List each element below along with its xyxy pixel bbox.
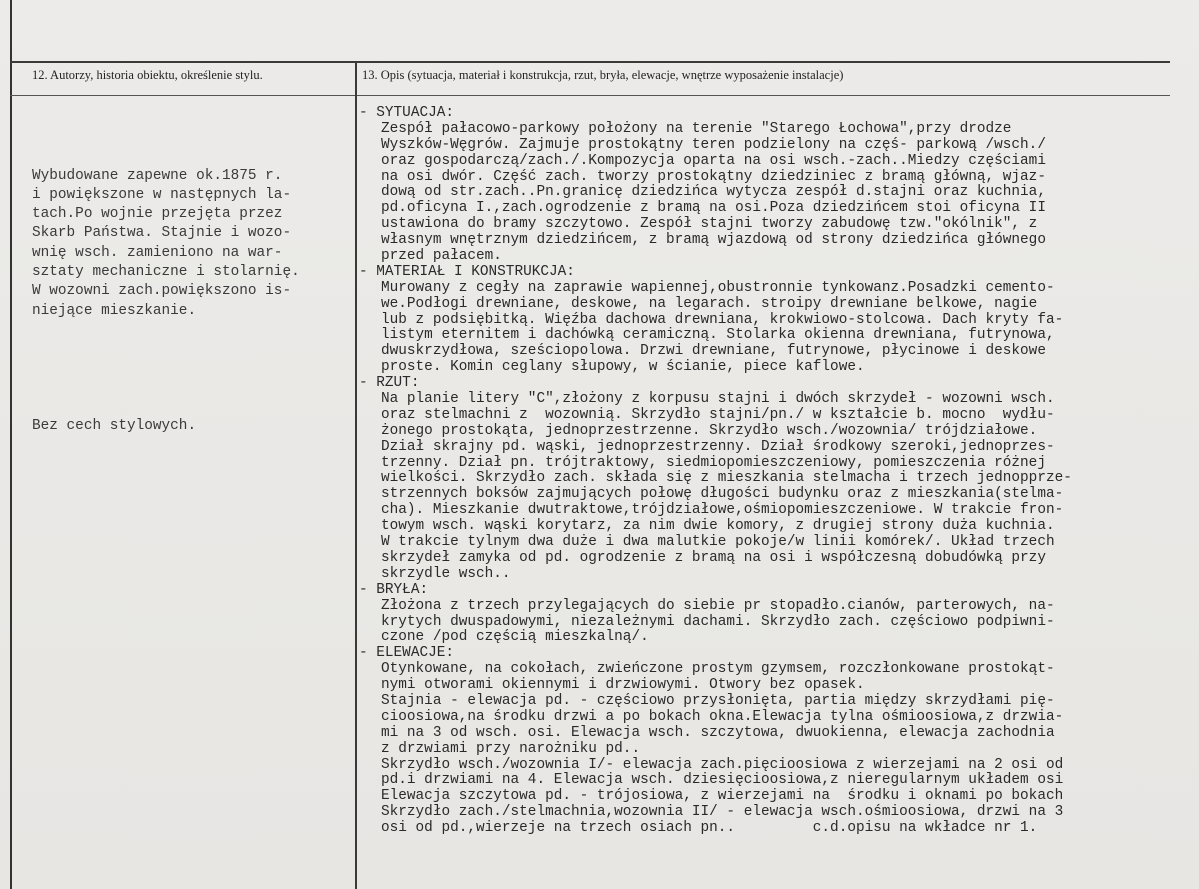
history-line: sztaty mechaniczne i stolarnię. — [32, 264, 300, 281]
description-line: Wyszków-Węgrów. Zajmuje prostokątny teren podzielony na częś- parkową /wsch./ — [381, 136, 1046, 153]
description-line: listym eternitem i dachówką ceramiczną. Stolarka okienna drewniana, futrynowa, — [381, 327, 1055, 344]
description-line: pd.oficyna I.,zach.ogrodzenie z bramą na osi.Poza dziedzińcem stoi oficyna II — [381, 200, 1046, 217]
description-line: czone /pod częścią mieszkalną/. — [381, 629, 649, 646]
description-line: skrzydle wsch.. — [381, 565, 511, 582]
description-line: mi na 3 od wsch. osi. Elewacja wsch. szczytowa, dwuokienna, elewacja zachodnia — [381, 724, 1055, 741]
description-line: cioosiowa,na środku drzwi a po bokach okna.Elewacja tylna ośmioosiowa,z drzwia- — [381, 708, 1064, 725]
style-paragraph: Bez cech stylowych. — [32, 418, 197, 435]
header-col12: 12. Autorzy, historia obiektu, określenie stylu. — [32, 68, 263, 82]
description-line: Na planie litery "C",złożony z korpusu stajni i dwóch skrzydeł - wozowni wsch. — [381, 391, 1055, 408]
right-column-text — [359, 106, 1199, 837]
description-line: Elewacja szczytowa pd. - trójosiowa, z wierzejami na środku i oknami po bokach — [381, 788, 1064, 805]
top-rule — [10, 61, 1170, 63]
history-line: i powiększone w następnych la- — [32, 186, 292, 203]
description-line: dową od str.zach..Pn.granicę dziedzińca wytycza zespół d.stajni oraz kuchnia, — [381, 184, 1046, 201]
description-line: towym wsch. wąski korytarz, za nim dwie komory, z drugiej strony duża kuchnia. — [381, 518, 1055, 535]
description-line: Skrzydło wsch./wozownia I/- elewacja zach.pięcioosiowa z wierzejami na 2 osi od — [381, 756, 1064, 773]
description-line: krytych dwuspadowymi, niezależnymi dachami. Skrzydło zach. częściowo podpiwni- — [381, 613, 1055, 630]
header-rule — [10, 95, 1170, 96]
description-line: dwuskrzydłowa, sześciopolowa. Drzwi drewniane, futrynowe, płycinowe i deskowe — [381, 343, 1046, 360]
description-line: Skrzydło zach./stelmachnia,wozownia II/ - elewacja wsch.ośmioosiowa, drzwi na 3 — [381, 804, 1064, 821]
description-line: Złożona z trzech przylegających do siebie pr stopadło.cianów, parterowych, na- — [381, 597, 1055, 614]
description-line: lub z podsiębitką. Więźba dachowa drewniana, krokwiowo-stolcowa. Dach kryty fa- — [381, 311, 1064, 328]
section-heading: - MATERIAŁ I KONSTRUKCJA: — [359, 263, 575, 280]
history-line: tach.Po wojnie przejęta przez — [32, 206, 283, 223]
description-line: Zespół pałacowo-parkowy położony na terenie "Starego Łochowa",przy drodze — [381, 120, 1012, 137]
left-column-text — [32, 128, 352, 475]
description-line: trzenny. Dział pn. trójtraktowy, siedmiopomieszczeniowy, pomieszczenia różnej — [381, 454, 1046, 471]
description-line: oraz stelmachni z wozownią. Skrzydło stajni/pn./ w kształcie b. mocno wydłu- — [381, 406, 1055, 423]
history-line: Wybudowane zapewne ok.1875 r. — [32, 167, 283, 184]
description-line: ustawiona do bramy szczytowo. Zespół stajni tworzy zabudowę tzw."okólnik", z — [381, 216, 1038, 233]
description-line: przed pałacem. — [381, 248, 502, 265]
description-line: proste. Komin ceglany słupowy, w ścianie, piece kaflowe. — [381, 359, 865, 376]
description-line: we.Podłogi drewniane, deskowe, na legarach. stroipy drewniane belkowe, nagie — [381, 295, 1038, 312]
description-line: Murowany z cegły na zaprawie wapiennej,obustronnie tynkowanz.Posadzki cemento- — [381, 279, 1055, 296]
description-line: Stajnia - elewacja pd. - częściowo przysłonięta, partia między skrzydłami pię- — [381, 692, 1055, 709]
description-line: Otynkowane, na cokołach, zwieńczone prostym gzymsem, rozczłonkowane prostokąt- — [381, 661, 1055, 678]
section-heading: - SYTUACJA: — [359, 105, 454, 121]
description-line: nymi otworami okiennymi i drzwiowymi. Otwory bez opasek. — [381, 677, 865, 694]
history-line: niejące mieszkanie. — [32, 302, 197, 319]
section-heading: - RZUT: — [359, 375, 420, 392]
description-line: cha). Mieszkanie dwutraktowe,trójdziałowe,ośmiopomieszczeniowe. W trakcie fron- — [381, 502, 1064, 519]
history-line: wnię wsch. zamieniono na war- — [32, 244, 283, 261]
section-heading: - BRYŁA: — [359, 581, 429, 598]
description-line: pd.i drzwiami na 4. Elewacja wsch. dziesięcioosiowa,z nieregularnym układem osi — [381, 772, 1064, 789]
header-col13: 13. Opis (sytuacja, materiał i konstrukcja, rzut, bryła, elewacje, wnętrze wyposażenie instalacje) — [362, 68, 844, 82]
description-line: oraz gospodarczą/zach./.Kompozycja oparta na osi wsch.-zach..Miedzy częściami — [381, 152, 1046, 169]
description-line: W trakcie tylnym dwa duże i dwa malutkie pokoje/w linii komórek/. Układ trzech — [381, 534, 1055, 551]
description-line: wielkości. Skrzydło zach. składa się z mieszkania stelmacha i trzech jednopprze- — [381, 470, 1072, 487]
description-line: z drzwiami przy narożniku pd.. — [381, 740, 641, 757]
column-divider — [355, 61, 357, 889]
description-line: żonego prostokąta, jednoprzestrzenne. Skrzydło wsch./wozownia/ trójdziałowe. — [381, 422, 1038, 439]
section-heading: - ELEWACJE: — [359, 645, 454, 662]
description-line: własnym wnętrznym dziedzińcem, z bramą wjazdową od strony dziedzińca głównego — [381, 232, 1046, 249]
description-line: osi od pd.,wierzeje na trzech osiach pn.. c.d.opisu na wkładce nr 1. — [381, 820, 1038, 837]
history-paragraph — [32, 167, 352, 321]
description-line: Dział skrajny pd. wąski, jednoprzestrzenny. Dział środkowy szeroki,jednoprzes- — [381, 438, 1055, 455]
description-line: na osi dwór. Część zach. tworzy prostokątny dziedziniec z bramą główną, wjaz- — [381, 168, 1046, 185]
description-line: strzennych boksów zajmujących połowę długości budynku oraz z mieszkania(stelma- — [381, 486, 1064, 503]
description-line: skrzydeł zamyka od pd. ogrodzenie z bramą na osi i współczesną dobudówką przy — [381, 549, 1046, 566]
history-line: W wozowni zach.powiększono is- — [32, 283, 292, 300]
left-border-rule — [10, 0, 12, 889]
history-line: Skarb Państwa. Stajnie i wozo- — [32, 225, 292, 242]
